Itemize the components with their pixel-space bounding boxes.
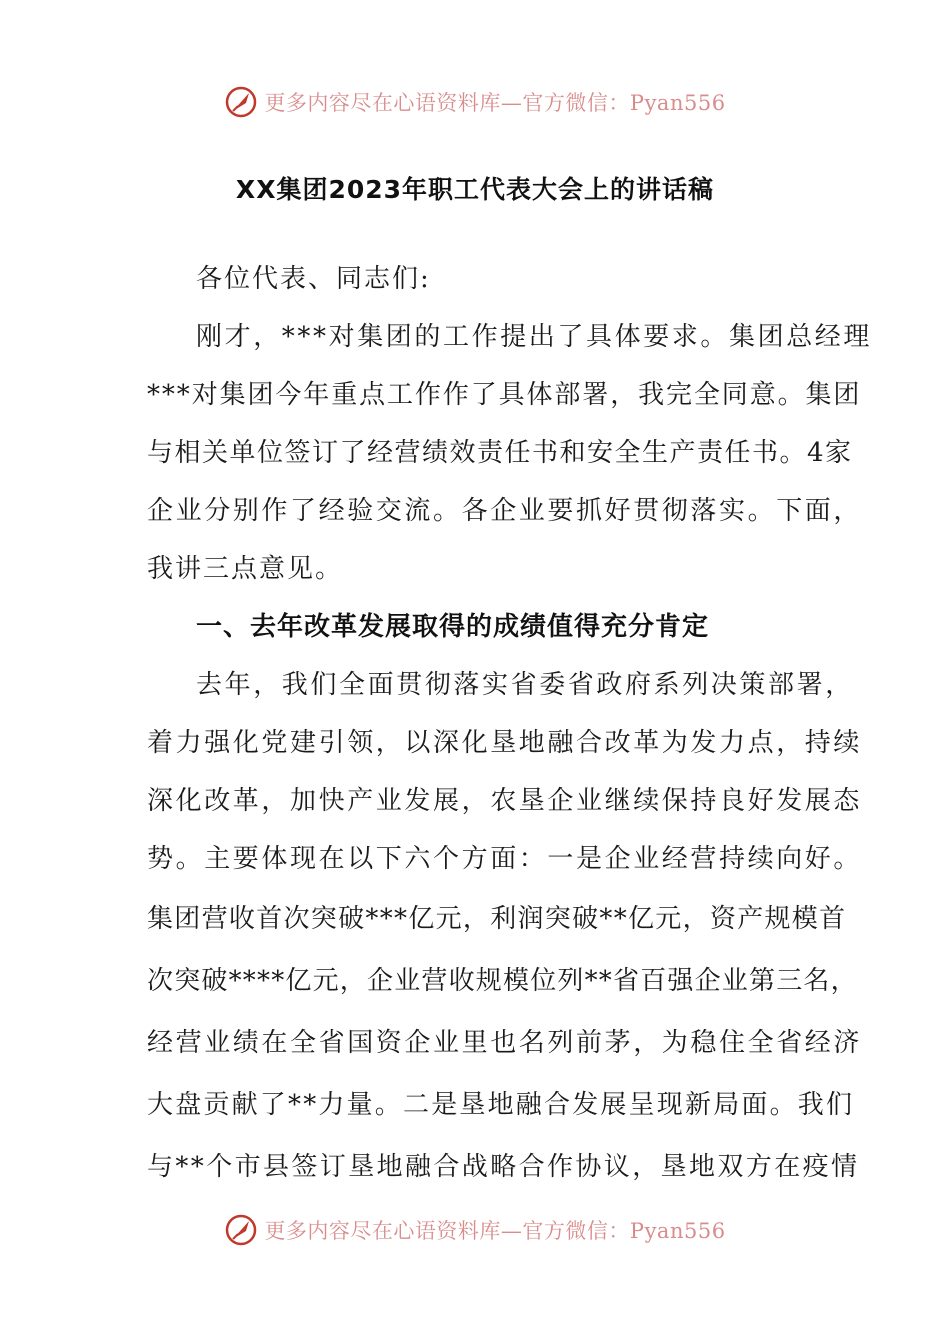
watermark-footer — [0, 1208, 950, 1252]
paragraph-line: 经营业绩在全省国资企业里也名列前茅，为稳住全省经济 — [147, 1028, 863, 1058]
paragraph-line: 次突破****亿元，企业营收规模位列**省百强企业第三名， — [147, 966, 858, 996]
paragraph-line: 深化改革，加快产业发展，农垦企业继续保持良好发展态 — [147, 786, 863, 816]
paragraph-line: 与**个市县签订垦地融合战略合作协议，垦地双方在疫情 — [147, 1152, 860, 1182]
quill-pen-circle-icon — [224, 85, 258, 119]
document-title: XX集团2023年职工代表大会上的讲话稿 — [235, 175, 715, 204]
paragraph-line: ***对集团今年重点工作作了具体部署，我完全同意。集团 — [147, 380, 862, 410]
quill-pen-circle-icon — [224, 1213, 258, 1247]
paragraph-line: 企业分别作了经验交流。各企业要抓好贯彻落实。下面， — [147, 496, 863, 526]
paragraph-line: 与相关单位签订了经营绩效责任书和安全生产责任书。4家 — [147, 438, 853, 468]
watermark-text: 更多内容尽在心语资料库—官方微信：Pyan556 — [264, 91, 726, 115]
section-heading: 一、去年改革发展取得的成绩值得充分肯定 — [196, 612, 710, 642]
salutation: 各位代表、同志们: — [196, 264, 431, 294]
watermark-text: 更多内容尽在心语资料库—官方微信：Pyan556 — [264, 1219, 726, 1243]
watermark-header — [0, 80, 950, 124]
paragraph-line: 势。主要体现在以下六个方面：一是企业经营持续向好。 — [147, 844, 863, 874]
paragraph-line: 集团营收首次突破***亿元，利润突破**亿元，资产规模首 — [147, 904, 847, 934]
paragraph-line: 刚才，***对集团的工作提出了具体要求。集团总经理 — [196, 322, 873, 352]
paragraph-line: 着力强化党建引领，以深化垦地融合改革为发力点，持续 — [147, 728, 863, 758]
paragraph-line: 去年，我们全面贯彻落实省委省政府系列决策部署， — [196, 670, 854, 700]
paragraph-line: 大盘贡献了**力量。二是垦地融合发展呈现新局面。我们 — [147, 1090, 855, 1120]
paragraph-line: 我讲三点意见。 — [147, 554, 344, 584]
